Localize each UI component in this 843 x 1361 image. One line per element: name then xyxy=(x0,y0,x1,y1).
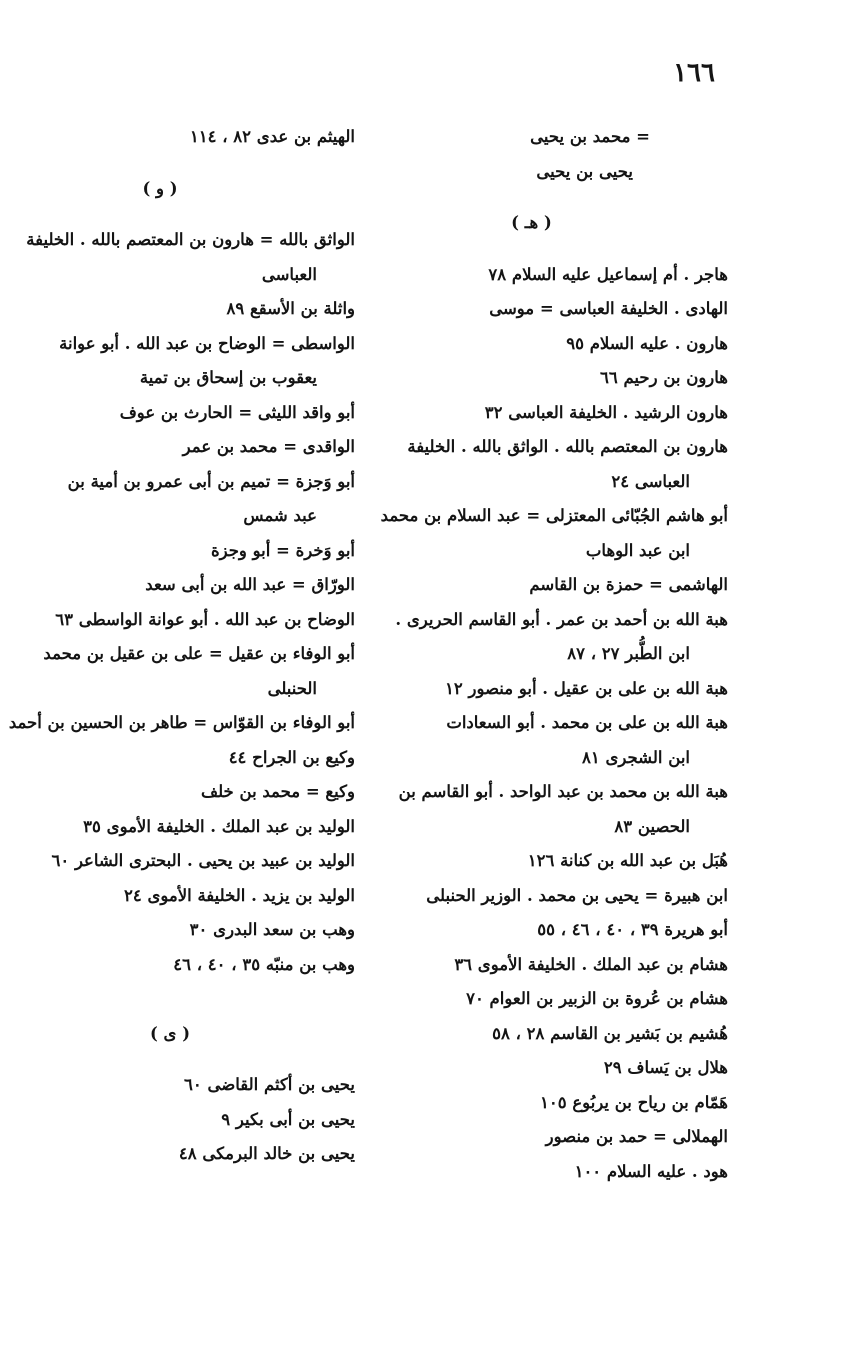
index-entry: هود . عليه السلام ١٠٠ xyxy=(574,1161,728,1181)
index-entry-continuation: العباسى ٢٤ xyxy=(611,471,690,491)
index-entry: أبو الوفاء بن القوّاس = طاهر بن الحسين بن أحمد xyxy=(8,713,355,732)
index-entry: وكيع = محمد بن خلف xyxy=(201,782,355,801)
index-entry: هُبَل بن عبد الله بن كنانة ١٢٦ xyxy=(527,851,728,870)
index-entry: يحيى بن خالد البرمكى ٤٨ xyxy=(178,1144,355,1163)
index-entry: هبة الله بن على بن محمد . أبو السعادات xyxy=(446,713,728,732)
index-entry: الهادى . الخليفة العباسى = موسى xyxy=(489,299,728,318)
index-entry: أبو واقد الليثى = الحارث بن عوف xyxy=(119,402,355,422)
index-entry: الواثق بالله = هارون بن المعتصم بالله . الخليفة xyxy=(26,230,355,249)
index-entry-continuation: ابن الطُّبر ٢٧ ، ٨٧ xyxy=(567,644,690,663)
index-entry: هَمّام بن رياح بن يربُوع ١٠٥ xyxy=(539,1092,728,1112)
index-entry: ابن هبيرة = يحيى بن محمد . الوزير الحنبلى xyxy=(426,885,728,905)
index-entry: هارون الرشيد . الخليفة العباسى ٣٢ xyxy=(484,402,728,422)
index-entry: الواسطى = الوضاح بن عبد الله . أبو عوانة xyxy=(59,333,355,353)
index-entry: وهب بن سعد البدرى ٣٠ xyxy=(189,920,355,939)
index-entry: يحيى بن يحيى xyxy=(536,161,633,181)
index-entry-continuation: الحصين ٨٣ xyxy=(614,816,690,836)
index-entry: الهملالى = حمد بن منصور xyxy=(545,1127,728,1146)
index-entry-continuation: يعقوب بن إسحاق بن تمية xyxy=(139,368,317,387)
index-entry: هارون . عليه السلام ٩٥ xyxy=(566,333,728,353)
index-entry: الواقدى = محمد بن عمر xyxy=(182,437,355,456)
index-entry: الوليد بن عبد الملك . الخليفة الأموى ٣٥ xyxy=(83,816,355,836)
index-entry: أبو وَجزة = تميم بن أبى عمرو بن أمية بن xyxy=(67,471,355,491)
index-entry-continuation: ابن الشجرى ٨١ xyxy=(582,747,690,767)
index-entry: هشام بن عبد الملك . الخليفة الأموى ٣٦ xyxy=(454,954,728,974)
index-entry: هارون بن رحيم ٦٦ xyxy=(599,368,728,387)
page-number: ١٦٦ xyxy=(673,58,715,88)
index-entry: الوضاح بن عبد الله . أبو عوانة الواسطى ٦٣ xyxy=(55,609,355,629)
index-entry-continuation: العباسى xyxy=(261,264,317,284)
index-entry: هبة الله بن أحمد بن عمر . أبو القاسم الحريرى . xyxy=(395,609,728,629)
index-entry: يحيى بن أبى بكير ٩ xyxy=(221,1109,355,1129)
index-entry-continuation: الحنبلى xyxy=(267,678,317,698)
index-entry: هلال بن يَساف ٢٩ xyxy=(603,1058,728,1077)
index-entry: وكيع بن الجراح ٤٤ xyxy=(228,747,355,767)
index-entry: الهيثم بن عدى ٨٢ ، ١١٤ xyxy=(189,127,355,146)
index-entry: الوليد بن عبيد بن يحيى . البحترى الشاعر ٦٠ xyxy=(51,851,355,870)
section-heading-ya: ( ى ) xyxy=(149,1023,191,1043)
index-entry: وهب بن منبّه ٣٥ ، ٤٠ ، ٤٦ xyxy=(173,954,355,974)
index-entry: هُشيم بن بَشير بن القاسم ٢٨ ، ٥٨ xyxy=(492,1023,728,1043)
section-heading-waw: ( و ) xyxy=(142,178,178,198)
index-entry: = محمد بن يحيى xyxy=(530,127,650,146)
index-entry: هشام بن عُروة بن الزبير بن العوام ٧٠ xyxy=(466,989,728,1008)
index-entry: هبة الله بن محمد بن عبد الواحد . أبو القاسم بن xyxy=(398,782,728,801)
index-entry: الهاشمى = حمزة بن القاسم xyxy=(529,575,728,594)
index-entry: هاجر . أم إسماعيل عليه السلام ٧٨ xyxy=(488,264,728,284)
index-entry: الورّاق = عبد الله بن أبى سعد xyxy=(145,575,355,594)
index-entry: أبو هاشم الجُبّائى المعتزلى = عبد السلام بن محمد xyxy=(380,506,728,525)
index-entry: الوليد بن يزيد . الخليفة الأموى ٢٤ xyxy=(123,885,355,905)
index-entry-continuation: عبد شمس xyxy=(243,506,317,525)
section-heading-ha: ( هـ ) xyxy=(511,213,552,232)
index-entry: هارون بن المعتصم بالله . الواثق بالله . الخليفة xyxy=(407,437,728,456)
index-entry: يحيى بن أكثم القاضى ٦٠ xyxy=(184,1075,355,1094)
index-entry: هبة الله بن على بن عقيل . أبو منصور ١٢ xyxy=(445,678,728,698)
index-entry: أبو وَخرة = أبو وجزة xyxy=(210,540,355,560)
index-entry: واثلة بن الأسقع ٨٩ xyxy=(226,299,355,318)
index-entry: أبو الوفاء بن عقيل = على بن عقيل بن محمد xyxy=(43,644,355,663)
index-entry-continuation: ابن عبد الوهاب xyxy=(585,540,690,560)
index-entry: أبو هريرة ٣٩ ، ٤٠ ، ٤٦ ، ٥٥ xyxy=(537,920,728,939)
left-column xyxy=(8,120,355,1172)
right-column xyxy=(380,120,728,1189)
